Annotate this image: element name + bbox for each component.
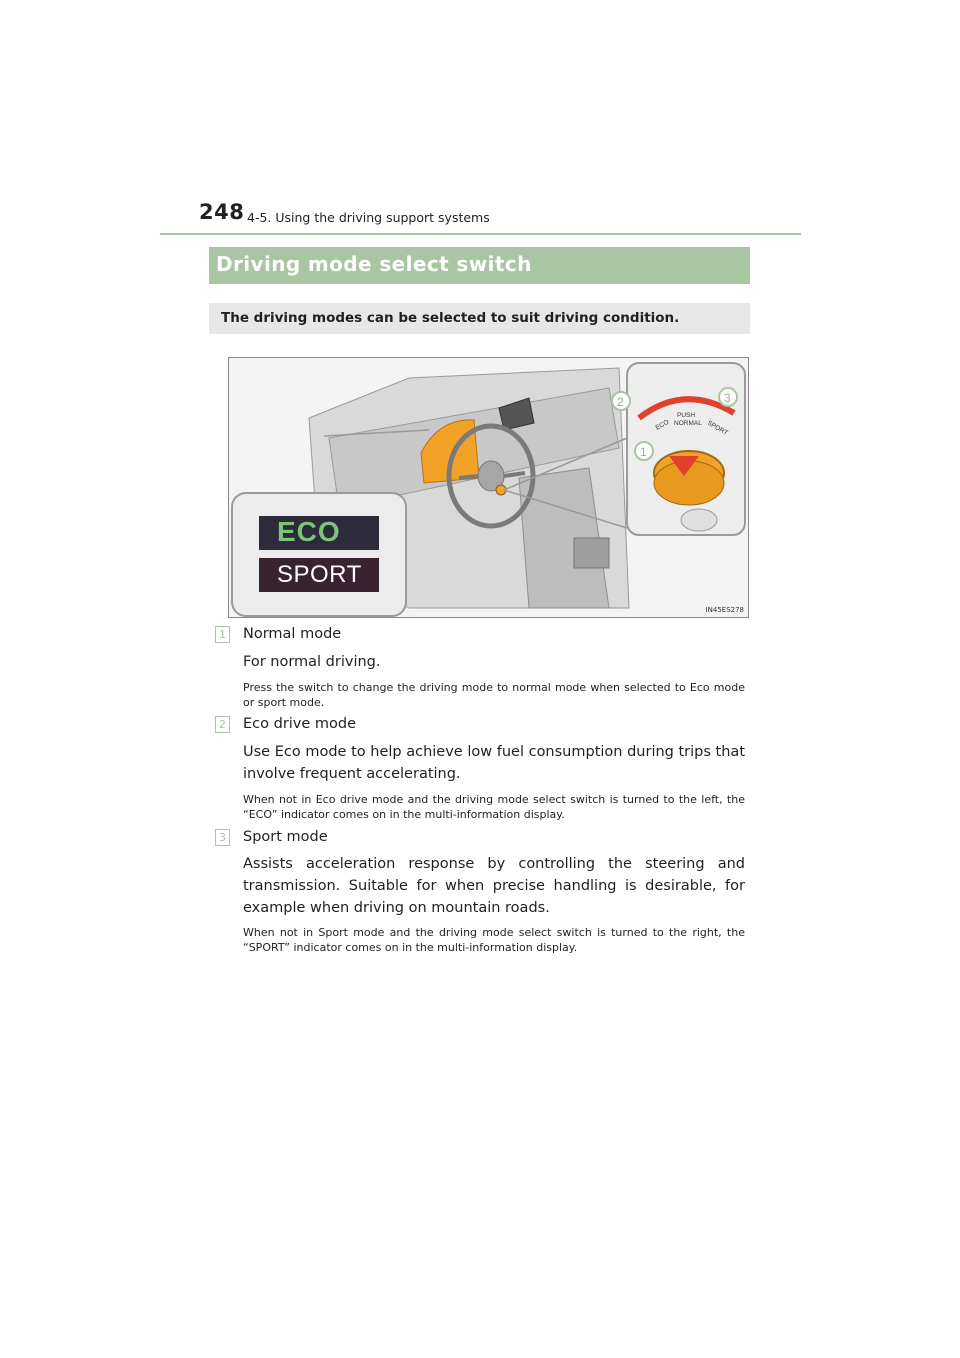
item-body-sport-mode: Assists acceleration response by controlling the steering and transmission. Suitable for when precise handling is desirable, for example when driving on mountain roads. (243, 856, 745, 916)
item-title-eco-mode: Eco drive mode (243, 716, 357, 732)
eco-indicator: ECO (277, 516, 341, 547)
switch-label-normal: NORMAL (674, 420, 702, 427)
callout-3: 3 (724, 391, 731, 405)
section-reference: 4-5. Using the driving support systems (247, 210, 490, 225)
switch-label-push: PUSH (677, 412, 696, 419)
item-note-eco-mode: When not in Eco drive mode and the driving mode select switch is turned to the left, the “ECO” indicator comes on in the multi-information display. (243, 793, 745, 821)
item-body-eco-mode: Use Eco mode to help achieve low fuel consumption during trips that involve frequent accelerating. (243, 744, 745, 782)
callout-1: 1 (640, 445, 647, 459)
item-body-normal-mode: For normal driving. (243, 654, 381, 670)
item-note-normal-mode: Press the switch to change the driving mode to normal mode when selected to Eco mode or sport mode. (243, 681, 745, 709)
item-number-badge: 1 (215, 626, 230, 643)
item-number-badge: 3 (215, 829, 230, 846)
sport-indicator: SPORT (277, 561, 362, 588)
figure-code: IN45ES278 (705, 606, 744, 614)
switch-label-eco: ECO (654, 418, 671, 432)
page-number: 248 (199, 200, 245, 224)
item-number-badge: 2 (215, 716, 230, 733)
callout-2: 2 (617, 395, 624, 409)
section-title: Driving mode select switch (216, 252, 532, 276)
section-title-bar (209, 247, 750, 284)
item-title-normal-mode: Normal mode (243, 626, 342, 642)
header-rule (160, 233, 801, 235)
intro-box (209, 303, 750, 334)
dashboard-illustration (228, 357, 749, 618)
switch-label-sport: SPORT (706, 419, 729, 437)
intro-text: The driving modes can be selected to suit driving condition. (221, 310, 680, 326)
item-title-sport-mode: Sport mode (243, 829, 328, 845)
item-note-sport-mode: When not in Sport mode and the driving mode select switch is turned to the right, the “SPORT” indicator comes on in the multi-information display. (243, 926, 745, 954)
